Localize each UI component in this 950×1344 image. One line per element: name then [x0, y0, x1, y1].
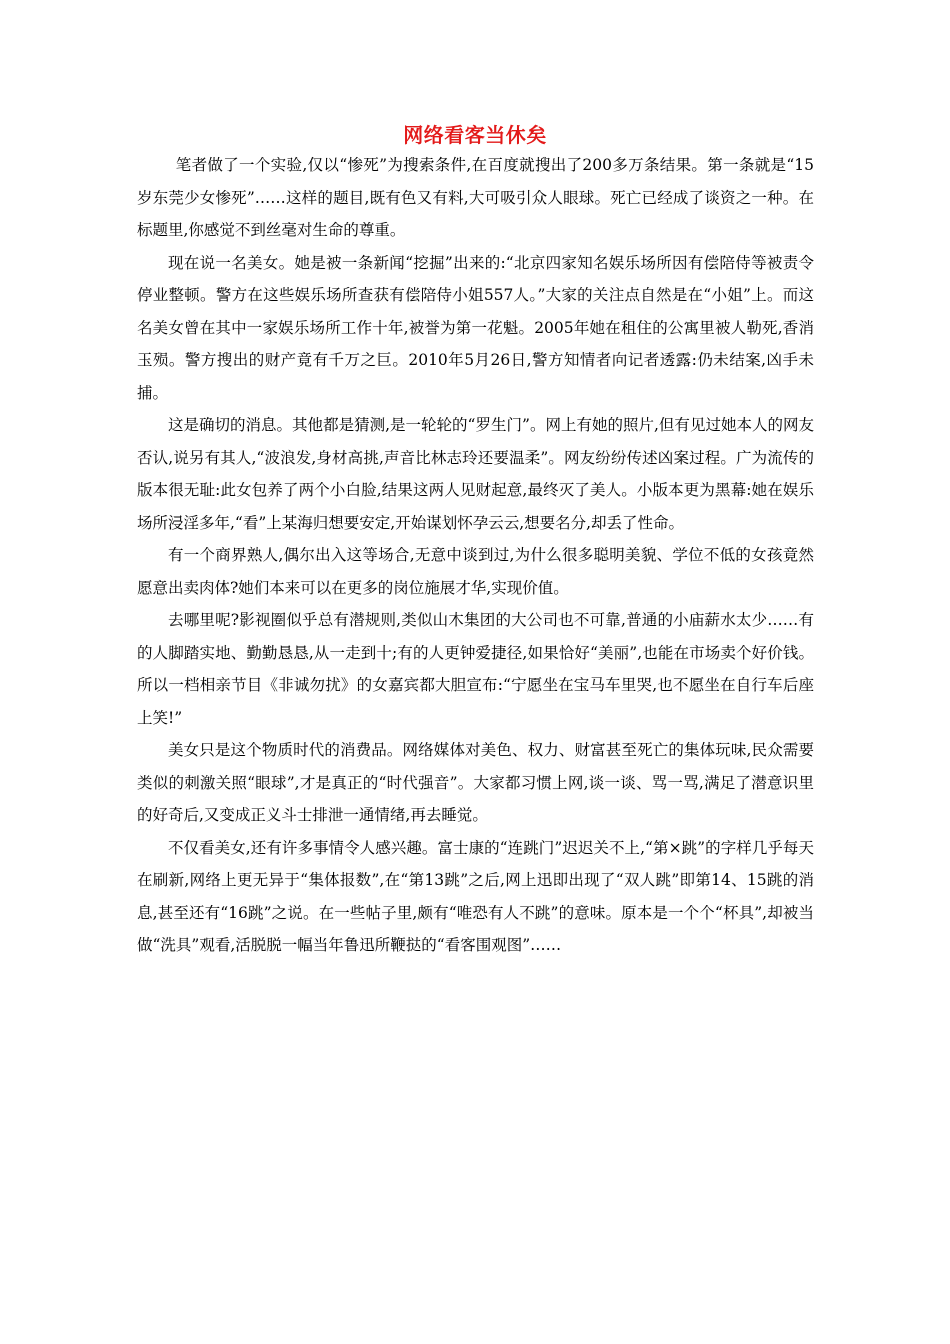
paragraph: 现在说一名美女。她是被一条新闻“挖掘”出来的:“北京四家知名娱乐场所因有偿陪侍等被责令停业整顿。警方在这些娱乐场所查获有偿陪侍小姐557人。”大家的关注点自然是在“小姐”上。而这名美女曾在其中一家娱乐场所工作十年,被誉为第一花魁。2005年她在租住的公寓里被人勒死,香消玉殒。警方搜出的财产竟有千万之巨。2010年5月26日,警方知情者向记者透露:仍未结案,凶手未捕。 — [137, 253, 814, 402]
paragraph: 美女只是这个物质时代的消费品。网络媒体对美色、权力、财富甚至死亡的集体玩味,民众需要类似的刺激关照“眼球”,才是真正的“时代强音”。大家都习惯上网,谈一谈、骂一骂,满足了潜意识里的好奇后,又变成正义斗士排泄一通情绪,再去睡觉。 — [137, 741, 814, 824]
paragraph: 去哪里呢?影视圈似乎总有潜规则,类似山木集团的大公司也不可靠,普通的小庙薪水太少……有的人脚踏实地、勤勤恳恳,从一走到十;有的人更钟爱捷径,如果恰好“美丽”,也能在市场卖个好价钱。所以一档相亲节目《非诚勿扰》的女嘉宾都大胆宣布:“宁愿坐在宝马车里哭,也不愿坐在自行车后座上笑!” — [137, 611, 814, 727]
article-body — [137, 149, 814, 962]
paragraph: 有一个商界熟人,偶尔出入这等场合,无意中谈到过,为什么很多聪明美貌、学位不低的女孩竟然愿意出卖肉体?她们本来可以在更多的岗位施展才华,实现价值。 — [137, 546, 814, 597]
article-title: 网络看客当休矣 — [403, 123, 547, 147]
paragraph: 不仅看美女,还有许多事情令人感兴趣。富士康的“连跳门”迟迟关不上,“第×跳”的字样几乎每天在刷新,网络上更无异于“集体报数”,在“第13跳”之后,网上迅即出现了“双人跳”即第14、15跳的消息,甚至还有“16跳”之说。在一些帖子里,颇有“唯恐有人不跳”的意味。原本是一个个“杯具”,却被当做“洗具”观看,活脱脱一幅当年鲁迅所鞭挞的“看客围观图”…… — [137, 838, 814, 954]
paragraph: 笔者做了一个实验,仅以“惨死”为搜索条件,在百度就搜出了200多万条结果。第一条就是“15岁东莞少女惨死”……这样的题目,既有色又有料,大可吸引众人眼球。死亡已经成了谈资之一种。在标题里,你感觉不到丝毫对生命的尊重。 — [137, 156, 814, 239]
paragraph: 这是确切的消息。其他都是猜测,是一轮轮的“罗生门”。网上有她的照片,但有见过她本人的网友否认,说另有其人,“波浪发,身材高挑,声音比林志玲还要温柔”。网友纷纷传述凶案过程。广为流传的版本很无耻:此女包养了两个小白脸,结果这两人见财起意,最终灭了美人。小版本更为黑幕:她在娱乐场所浸淫多年,“看”上某海归想要安定,开始谋划怀孕云云,想要名分,却丢了性命。 — [137, 416, 814, 532]
